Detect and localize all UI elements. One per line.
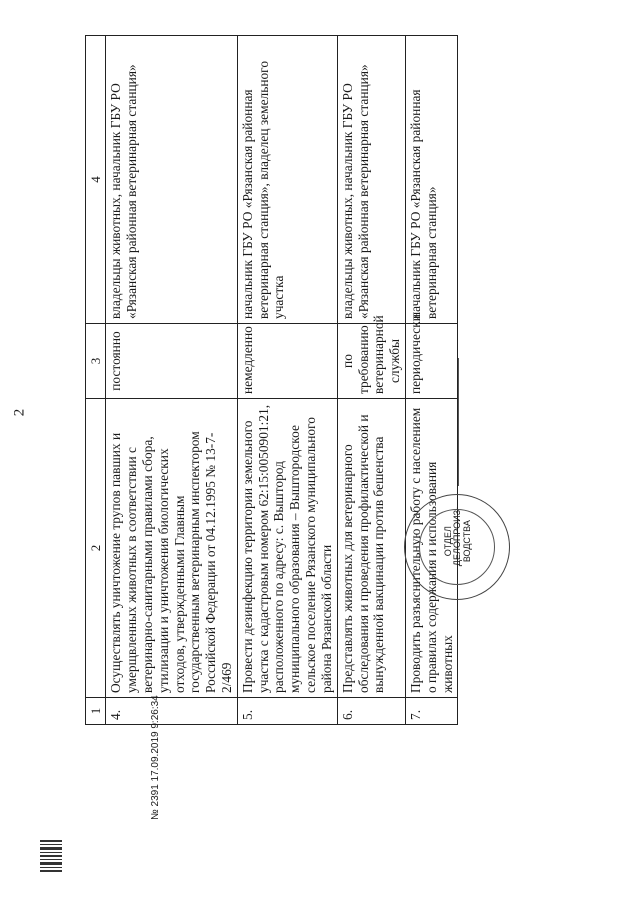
row-action: Осуществлять уничтожение трупов павших и умерщвленных животных в соответствии с ветеринарно-санитарными правилами сбора, утилизации и уничтожения биологических отходов, утвержденными Главным государственным ветеринарным инспектором Российской Федерации от 04.12.1995 № 13-7-2/469 bbox=[106, 399, 238, 698]
header-col-1: 1 bbox=[86, 698, 106, 725]
table-row bbox=[237, 36, 337, 725]
header-col-3: 3 bbox=[86, 324, 106, 399]
row-term: периодически bbox=[405, 324, 457, 399]
stamp-text: ОТДЕЛ ДЕЛОПРОИЗ- ВОДСТВА bbox=[442, 506, 472, 567]
row-term: по требованию ветеринарной службы bbox=[337, 324, 405, 399]
row-term: постоянно bbox=[106, 324, 238, 399]
row-action: Представлять животных для ветеринарного обследования и проведения профилактической и вынужденной вакцинации против бешенства bbox=[337, 399, 405, 698]
row-number: 7. bbox=[405, 698, 457, 725]
row-responsible: владельцы животных, начальник ГБУ РО «Рязанская районная ветеринарная станция» bbox=[337, 36, 405, 324]
row-responsible: начальник ГБУ РО «Рязанская районная ветеринарная станция», владелец земельного участка bbox=[237, 36, 337, 324]
office-stamp bbox=[404, 494, 510, 600]
row-number: 4. bbox=[106, 698, 238, 725]
table-row bbox=[405, 36, 457, 725]
table-header-row bbox=[86, 36, 106, 725]
registration-footer: № 2391 17.09.2019 9:26:34 bbox=[150, 695, 161, 820]
barcode-icon bbox=[40, 840, 62, 874]
row-number: 5. bbox=[237, 698, 337, 725]
measures-table bbox=[85, 35, 458, 725]
header-col-2: 2 bbox=[86, 399, 106, 698]
header-col-4: 4 bbox=[86, 36, 106, 324]
table-row bbox=[106, 36, 238, 725]
row-number: 6. bbox=[337, 698, 405, 725]
rotated-table-wrapper bbox=[85, 35, 455, 725]
signature-line bbox=[458, 358, 459, 486]
page-number: 2 bbox=[11, 408, 28, 417]
row-responsible: владельцы животных, начальник ГБУ РО «Рязанская районная ветеринарная станция» bbox=[106, 36, 238, 324]
table-row bbox=[337, 36, 405, 725]
row-action: Проводить разъяснительную работу с населением о правилах содержания и использования животных bbox=[405, 399, 457, 698]
row-responsible: начальник ГБУ РО «Рязанская районная ветеринарная станция» bbox=[405, 36, 457, 324]
row-term: немедленно bbox=[237, 324, 337, 399]
row-action: Провести дезинфекцию территории земельного участка с кадастровым номером 62:15:0050901:21, расположенного по адресу: с. Выштород муниципального образования – Выштородское сельское поселение Рязанского муниципального района Рязанской области bbox=[237, 399, 337, 698]
